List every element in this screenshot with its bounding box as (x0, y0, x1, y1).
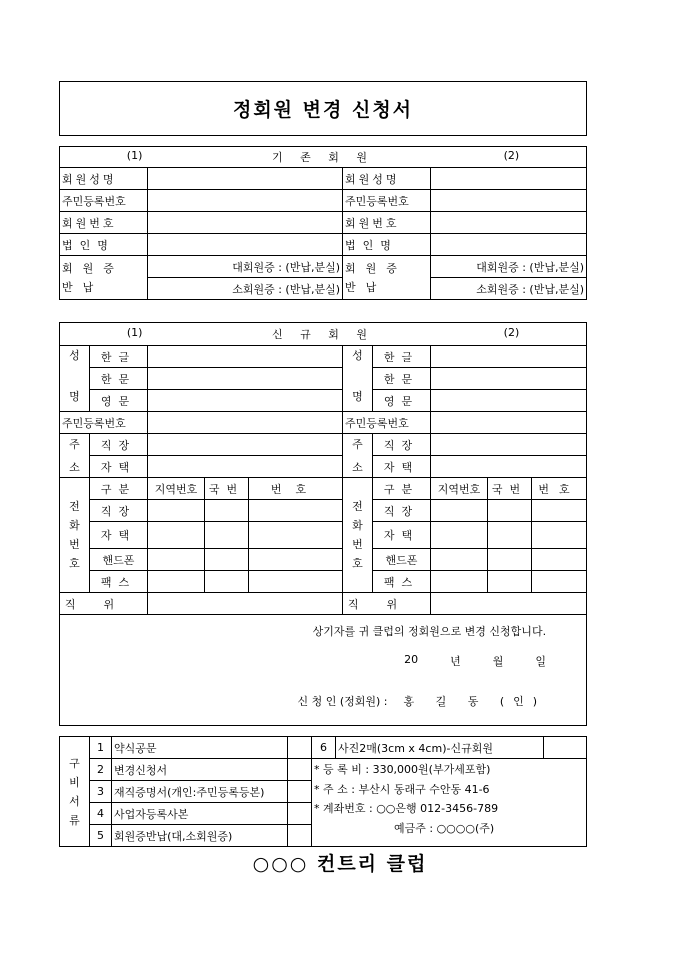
new-phone-fax-number-1[interactable] (249, 571, 343, 593)
new-phone-label-2 (343, 478, 373, 593)
existing-name-row (60, 168, 587, 190)
new-hanmun-row (60, 368, 587, 390)
existing-header-row (60, 147, 587, 168)
existing-resident-field-1[interactable] (148, 190, 343, 212)
new-phone-char-2d: 호 (352, 557, 363, 570)
new-name-label-2 (343, 346, 373, 412)
statement-applicant-label: 신 청 인 (정회원) : (297, 695, 388, 708)
new-phone-home-area-2[interactable] (431, 522, 488, 549)
doc-4-check[interactable] (288, 803, 312, 825)
new-phone-fax-label-2: 팩스 (373, 571, 431, 593)
new-addr-top-2: 주 (352, 437, 363, 451)
new-addr-work-row (60, 434, 587, 456)
doc-label-char-4: 류 (69, 813, 80, 827)
existing-card-label-b-2: 반납 (345, 280, 387, 294)
new-phone-home-number-1[interactable] (249, 522, 343, 549)
new-addr-home-field-1[interactable] (148, 456, 343, 478)
existing-return-small-1[interactable]: 소회원증 : (반납,분실) (148, 278, 343, 300)
new-header (60, 323, 587, 346)
new-phone-type-header-1: 구분 (90, 478, 148, 500)
existing-member-no-label-1: 회원번호 (60, 212, 148, 234)
new-phone-exchange-header-1: 국번 (205, 478, 249, 500)
new-addr-work-field-1[interactable] (148, 434, 343, 456)
doc-4-name: 사업자등록사본 (112, 803, 288, 825)
new-english-label-1: 영문 (90, 390, 148, 412)
new-phone-home-label-1: 자택 (90, 522, 148, 549)
new-phone-work-exchange-2[interactable] (488, 500, 532, 522)
new-phone-char-1a: 전 (69, 500, 80, 513)
new-phone-home-row (60, 522, 587, 549)
new-hangul-field-2[interactable] (431, 346, 587, 368)
new-heading: 신 규 회 원 (272, 328, 375, 341)
existing-resident-field-2[interactable] (431, 190, 587, 212)
new-position-field-2[interactable] (431, 593, 587, 615)
doc-5-no: 5 (90, 825, 112, 847)
new-name-top-1: 성 (69, 349, 80, 362)
new-english-field-2[interactable] (431, 390, 587, 412)
statement-applicant (70, 693, 546, 709)
doc-3-check[interactable] (288, 781, 312, 803)
doc-5-check[interactable] (288, 825, 312, 847)
new-phone-home-area-1[interactable] (148, 522, 205, 549)
existing-card-row (60, 256, 587, 278)
club-name-footer: ○○○ 컨트리 클럽 (252, 853, 428, 875)
statement-day: 일 (535, 655, 547, 668)
existing-corp-label-1: 법인명 (60, 234, 148, 256)
existing-return-big-2[interactable]: 대회원증 : (반납,분실) (431, 256, 587, 278)
new-phone-exchange-header-2: 국번 (488, 478, 532, 500)
new-name-label-1 (60, 346, 90, 412)
new-phone-work-area-1[interactable] (148, 500, 205, 522)
new-member-table (59, 322, 587, 726)
existing-member-table (59, 146, 587, 300)
doc-row-2 (60, 759, 587, 781)
new-hangul-field-1[interactable] (148, 346, 343, 368)
existing-name-label-1: 회원성명 (60, 168, 148, 190)
new-addr-top-1: 주 (69, 437, 80, 451)
new-resident-label-2: 주민등록번호 (343, 412, 431, 434)
statement-month: 월 (492, 655, 504, 668)
existing-heading: 기 존 회 원 (271, 151, 374, 164)
existing-card-label-a-1: 회원증 (62, 261, 124, 275)
existing-name-field-1[interactable] (148, 168, 343, 190)
existing-card-label-1 (60, 256, 148, 300)
existing-member-no-row (60, 212, 587, 234)
existing-return-small-2[interactable]: 소회원증 : (반납,분실) (431, 278, 587, 300)
existing-card-label-2 (343, 256, 431, 300)
new-phone-fax-number-2[interactable] (532, 571, 587, 593)
new-phone-home-number-2[interactable] (532, 522, 587, 549)
new-phone-mobile-label-2: 핸드폰 (373, 549, 431, 571)
doc-3-name: 재직증명서(개인:주민등록등본) (112, 781, 288, 803)
existing-card-label-b-1: 반납 (62, 280, 104, 294)
new-phone-char-1c: 번 (69, 538, 80, 551)
existing-header (60, 147, 587, 168)
new-addr-work-field-2[interactable] (431, 434, 587, 456)
statement-date (70, 653, 546, 693)
doc-1-name: 약식공문 (112, 737, 288, 759)
new-phone-area-header-2: 지역번호 (431, 478, 488, 500)
existing-member-no-label-2: 회원번호 (343, 212, 431, 234)
doc-1-no: 1 (90, 737, 112, 759)
new-english-field-1[interactable] (148, 390, 343, 412)
new-hangul-label-2: 한글 (373, 346, 431, 368)
form-title-text: 정회원 변경 신청서 (232, 99, 414, 121)
new-hangul-row (60, 346, 587, 368)
doc-account: * 계좌번호 : ○○은행 012-3456-789 (314, 802, 499, 815)
doc-3-no: 3 (90, 781, 112, 803)
new-hangul-label-1: 한글 (90, 346, 148, 368)
new-english-row (60, 390, 587, 412)
existing-corp-field-1[interactable] (148, 234, 343, 256)
new-phone-number-header-1: 번호 (249, 478, 343, 500)
new-resident-field-2[interactable] (431, 412, 587, 434)
doc-section-label (60, 737, 90, 847)
new-phone-home-exchange-1[interactable] (205, 522, 249, 549)
new-addr-work-label-1: 직장 (90, 434, 148, 456)
new-phone-work-row (60, 500, 587, 522)
new-phone-label-1 (60, 478, 90, 593)
new-addr-work-label-2: 직장 (373, 434, 431, 456)
statement-row (60, 615, 587, 726)
doc-row-1 (60, 737, 587, 759)
existing-member-no-field-2[interactable] (431, 212, 587, 234)
new-position-label-1: 직위 (60, 593, 148, 615)
new-phone-type-header-2: 구분 (373, 478, 431, 500)
new-phone-fax-exchange-2[interactable] (488, 571, 532, 593)
new-hanmun-label-1: 한문 (90, 368, 148, 390)
new-phone-number-header-2: 번호 (532, 478, 587, 500)
new-phone-home-exchange-2[interactable] (488, 522, 532, 549)
new-addr-label-2 (343, 434, 373, 478)
new-position-row (60, 593, 587, 615)
new-phone-char-1d: 호 (69, 557, 80, 570)
statement-text: 상기자를 귀 클럽의 정회원으로 변경 신청합니다. (312, 625, 547, 638)
new-phone-mobile-area-2[interactable] (431, 549, 488, 571)
new-phone-fax-area-1[interactable] (148, 571, 205, 593)
existing-name-field-2[interactable] (431, 168, 587, 190)
doc-fee: * 등 록 비 : 330,000원(부가세포함) (314, 763, 491, 776)
documents-table (59, 736, 587, 847)
existing-resident-row (60, 190, 587, 212)
new-hanmun-field-2[interactable] (431, 368, 587, 390)
new-phone-char-2a: 전 (352, 500, 363, 513)
existing-card-label-a-2: 회원증 (345, 261, 407, 275)
new-phone-work-exchange-1[interactable] (205, 500, 249, 522)
existing-corp-field-2[interactable] (431, 234, 587, 256)
doc-address: * 주 소 : 부산시 동래구 수안동 41-6 (314, 782, 490, 796)
new-phone-mobile-label-1: 핸드폰 (90, 549, 148, 571)
new-addr-home-label-2: 자택 (373, 456, 431, 478)
existing-member-no-field-1[interactable] (148, 212, 343, 234)
new-phone-header-row (60, 478, 587, 500)
new-phone-work-area-2[interactable] (431, 500, 488, 522)
new-hanmun-label-2: 한문 (373, 368, 431, 390)
existing-resident-label-2: 주민등록번호 (343, 190, 431, 212)
doc-2-check[interactable] (288, 759, 312, 781)
new-addr-bottom-1: 소 (69, 460, 80, 474)
doc-label-char-1: 구 (69, 756, 80, 770)
new-phone-mobile-exchange-2[interactable] (488, 549, 532, 571)
new-position-field-1[interactable] (148, 593, 343, 615)
new-phone-work-label-1: 직장 (90, 500, 148, 522)
new-phone-char-2b: 화 (352, 519, 363, 532)
new-phone-fax-row (60, 571, 587, 593)
doc-label-char-2: 비 (69, 775, 80, 789)
existing-corp-row (60, 234, 587, 256)
new-name-bottom-2: 명 (352, 390, 363, 403)
doc-6-name: 사진2매(3cm x 4cm)-신규회원 (336, 737, 544, 759)
doc-6-no: 6 (312, 737, 336, 759)
doc-info-cell (312, 759, 587, 847)
new-resident-row (60, 412, 587, 434)
new-resident-field-1[interactable] (148, 412, 343, 434)
doc-4-no: 4 (90, 803, 112, 825)
statement-applicant-name[interactable]: 홍 길 동 (인) (403, 695, 547, 708)
new-addr-home-row (60, 456, 587, 478)
new-phone-fax-label-1: 팩스 (90, 571, 148, 593)
new-phone-home-label-2: 자택 (373, 522, 431, 549)
doc-1-check[interactable] (288, 737, 312, 759)
new-phone-fax-exchange-1[interactable] (205, 571, 249, 593)
new-col1: (1) (126, 326, 143, 339)
doc-6-check[interactable] (544, 737, 587, 759)
doc-2-no: 2 (90, 759, 112, 781)
new-phone-mobile-area-1[interactable] (148, 549, 205, 571)
new-phone-mobile-number-1[interactable] (249, 549, 343, 571)
form-title (59, 81, 587, 136)
new-phone-work-label-2: 직장 (373, 500, 431, 522)
new-phone-mobile-row (60, 549, 587, 571)
existing-corp-label-2: 법인명 (343, 234, 431, 256)
new-phone-mobile-number-2[interactable] (532, 549, 587, 571)
new-phone-mobile-exchange-1[interactable] (205, 549, 249, 571)
existing-resident-label-1: 주민등록번호 (60, 190, 148, 212)
new-phone-char-1b: 화 (69, 519, 80, 532)
new-phone-char-2c: 번 (352, 538, 363, 551)
new-english-label-2: 영문 (373, 390, 431, 412)
new-header-row (60, 323, 587, 346)
statement-date-prefix: 20 (404, 653, 419, 666)
new-phone-work-number-2[interactable] (532, 500, 587, 522)
new-addr-label-1 (60, 434, 90, 478)
new-addr-home-label-1: 자택 (90, 456, 148, 478)
new-name-top-2: 성 (352, 349, 363, 362)
statement-cell (60, 615, 587, 726)
existing-col1: (1) (126, 149, 143, 162)
new-resident-label-1: 주민등록번호 (60, 412, 148, 434)
existing-name-label-2: 회원성명 (343, 168, 431, 190)
new-phone-area-header-1: 지역번호 (148, 478, 205, 500)
doc-label-char-3: 서 (69, 794, 80, 808)
new-hanmun-field-1[interactable] (148, 368, 343, 390)
doc-5-name: 회원증반납(대,소회원증) (112, 825, 288, 847)
new-phone-work-number-1[interactable] (249, 500, 343, 522)
new-phone-fax-area-2[interactable] (431, 571, 488, 593)
new-addr-home-field-2[interactable] (431, 456, 587, 478)
new-col2: (2) (503, 326, 520, 339)
new-position-label-2: 직위 (343, 593, 431, 615)
statement-year: 년 (450, 655, 461, 668)
doc-2-name: 변경신청서 (112, 759, 288, 781)
new-name-bottom-1: 명 (69, 390, 80, 403)
doc-depositor: 예금주 : ○○○○(주) (394, 821, 495, 835)
new-addr-bottom-2: 소 (352, 460, 363, 474)
existing-return-big-1[interactable]: 대회원증 : (반납,분실) (148, 256, 343, 278)
existing-col2: (2) (503, 149, 520, 162)
